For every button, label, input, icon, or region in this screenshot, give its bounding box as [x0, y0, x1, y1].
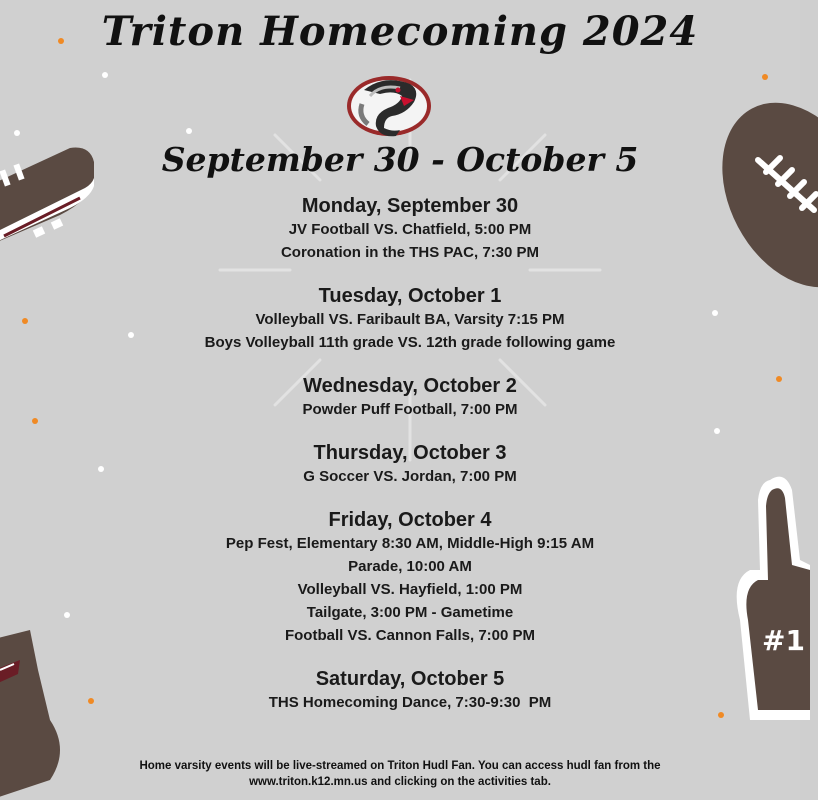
event-item: THS Homecoming Dance, 7:30-9:30 PM [268, 694, 552, 711]
confetti-dot [128, 332, 134, 338]
confetti-dot [714, 428, 720, 434]
schedule-list [150, 194, 670, 734]
day-block-monday [150, 194, 670, 264]
confetti-dot [712, 310, 718, 316]
event-item: Powder Puff Football, 7:00 PM [302, 401, 518, 418]
day-heading: Thursday, October 3 [313, 442, 507, 464]
confetti-dot [88, 698, 94, 704]
confetti-dot [32, 418, 38, 424]
confetti-dot [718, 712, 724, 718]
event-item: G Soccer VS. Jordan, 7:00 PM [303, 468, 517, 485]
day-block-thursday [150, 441, 670, 488]
day-block-wednesday [150, 374, 670, 421]
event-item: Tailgate, 3:00 PM - Gametime [306, 604, 514, 621]
event-item: Pep Fest, Elementary 8:30 AM, Middle-High 9:15 AM [225, 535, 595, 552]
confetti-dot [64, 612, 70, 618]
foam-finger-label: #1 [762, 624, 805, 657]
page-title: Triton Homecoming 2024 [101, 8, 699, 55]
event-item: Coronation in the THS PAC, 7:30 PM [280, 244, 540, 261]
day-heading: Saturday, October 5 [315, 668, 505, 690]
boot-icon [0, 630, 80, 800]
foam-finger-icon [730, 470, 810, 720]
day-heading: Friday, October 4 [328, 509, 492, 531]
confetti-dot [776, 376, 782, 382]
day-heading: Tuesday, October 1 [318, 285, 502, 307]
day-block-saturday [150, 667, 670, 714]
event-item: Parade, 10:00 AM [348, 558, 472, 575]
day-block-tuesday [150, 284, 670, 354]
confetti-dot [98, 466, 104, 472]
event-item: Volleyball VS. Hayfield, 1:00 PM [297, 581, 523, 598]
confetti-dot [102, 72, 108, 78]
confetti-dot [22, 318, 28, 324]
confetti-dot [14, 130, 20, 136]
livestream-note [90, 758, 710, 790]
event-item: Football VS. Cannon Falls, 7:00 PM [284, 627, 536, 644]
day-heading: Monday, September 30 [301, 195, 519, 217]
day-block-friday [150, 508, 670, 647]
livestream-note-line: www.triton.k12.mn.us and clicking on the activities tab. [249, 776, 551, 788]
cobra-mascot-logo [344, 70, 434, 140]
day-heading: Wednesday, October 2 [303, 375, 517, 397]
date-range: September 30 - October 5 [161, 140, 639, 179]
livestream-note-line: Home varsity events will be live-streamed on Triton Hudl Fan. You can access hudl fan from the [139, 760, 661, 772]
football-icon [718, 100, 818, 290]
event-item: JV Football VS. Chatfield, 5:00 PM [288, 221, 532, 238]
confetti-dot [762, 74, 768, 80]
event-item: Boys Volleyball 11th grade VS. 12th grade following game [204, 334, 616, 351]
confetti-dot [186, 128, 192, 134]
event-item: Volleyball VS. Faribault BA, Varsity 7:15 PM [255, 311, 565, 328]
